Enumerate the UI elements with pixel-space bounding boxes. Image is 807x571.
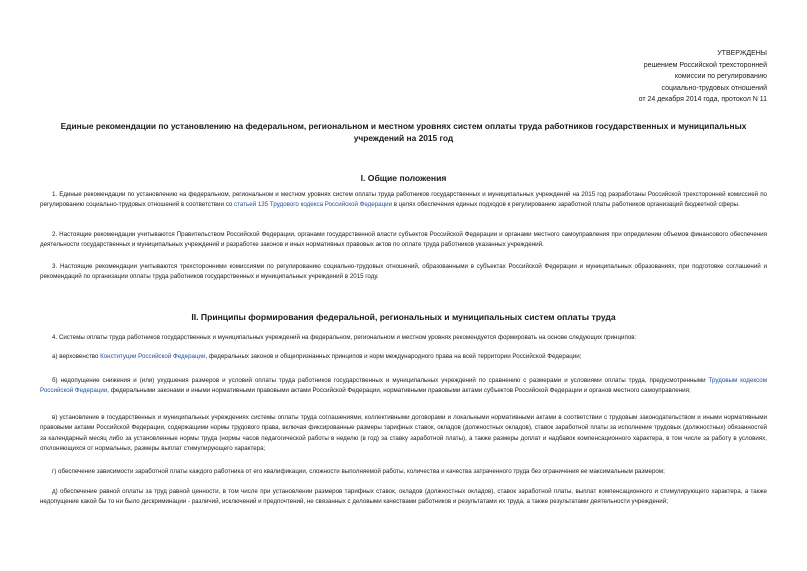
paragraph-2: 2. Настоящие рекомендации учитываются Правительством Российской Федерации, органами государственной власти субъектов Российской Федерации и органами местного самоуправления при определении объемов финансового обеспечения деятельности государственных и муниципальных учреждений и разработке законов и иных нормативных правовых актов по оплате труда работников указанных учреждений.: [40, 231, 767, 249]
article-135-link[interactable]: статьей 135 Трудового кодекса Российской Федерации: [234, 201, 393, 209]
section-2-heading: II. Принципы формирования федеральной, региональных и муниципальных систем оплаты труда: [191, 312, 616, 322]
paragraph-b: [40, 376, 767, 397]
paragraph-3: 3. Настоящие рекомендации учитываются трехсторонними комиссиями по регулированию социально-трудовых отношений, образованными в субъектах Российской Федерации и муниципальных образованиях, при подготовке соглашений и рекомендаций по организации оплаты труда работников государственных и муниципальных учреждений в 2015 году.: [40, 263, 767, 281]
document-title: Единые рекомендации по установлению на федеральном, региональном и местном уровнях систем оплаты труда работников государственных и муниципальных учреждений на 2015 год: [60, 121, 747, 143]
paragraph-text: а) верховенство: [52, 353, 101, 360]
paragraph-v: в) установление в государственных и муниципальных учреждениях системы оплаты труда соглашениями, коллективными договорами и локальными нормативными актами в соответствии с трудовым законодательством и иными нормативными правовыми актами Российской Федерации, содержащими нормы трудового права, включая фиксированные размеры тарифных ставок, окладов (должностных окладов), ставок заработной платы за исполнение трудовых (должностных) обязанностей за календарный месяц либо за установленные нормы труда (нормы часов педагогической работы в неделю (в год) за ставку заработной платы), а также размеры доплат и надбавок компенсационного характера, в том числе за работу в условиях, отклоняющихся от нормальных, размеры выплат стимулирующего характера;: [40, 414, 767, 453]
approval-block: [567, 48, 767, 106]
paragraph-d: д) обеспечение равной оплаты за труд равной ценности, в том числе при установлении размеров тарифных ставок, окладов (должностных окладов), ставок заработной платы, выплат компенсационного и стимулирующего характера, а также недопущение какой бы то ни было дискриминации - различий, исключений и предпочтений, не связанных с деловыми качествами работников и результатами их труда, а также результатами деятельности учреждений;: [40, 488, 767, 506]
paragraph-text: б) недопущение снижения и (или) ухудшения размеров и условий оплаты труда работников государственных и муниципальных учреждений по сравнению с размерами и условиями оплаты труда, предусмотренными: [52, 377, 709, 384]
paragraph-text: , федеральными законами и иными нормативными правовыми актами Российской Федерации, нормативными правовыми актами субъектов Российской Федерации и органов местного самоуправления;: [107, 387, 691, 395]
section-1-heading: I. Общие положения: [360, 173, 447, 183]
paragraph-text: в целях обеспечения единых подходов к регулированию заработной платы работников организаций бюджетной сферы.: [392, 201, 740, 209]
paragraph-a: [40, 352, 767, 362]
labor-code-link[interactable]: Трудовым кодексом Российской Федерации: [40, 377, 767, 395]
paragraph-1: [40, 190, 767, 211]
constitution-link[interactable]: Конституции Российской Федерации: [100, 353, 206, 360]
approval-line: социально-трудовых отношений: [661, 84, 767, 92]
approval-line: УТВЕРЖДЕНЫ: [717, 50, 767, 57]
paragraph-text: 1. Единые рекомендации по установлению на федеральном, региональном и местном уровнях систем оплаты труда работников государственных и муниципальных учреждений на 2015 год разработаны Российской трехсторонней комиссией по регулированию социально-трудовых отношений в соответствии со: [40, 191, 767, 209]
approval-line: решением Российской трехсторонней: [643, 61, 767, 69]
paragraph-text: , федеральных законов и общепризнанных принципов и норм международного права на всей территории Российской Федерации;: [205, 353, 582, 360]
approval-line: комиссии по регулированию: [674, 73, 767, 80]
approval-line: от 24 декабря 2014 года, протокол N 11: [638, 96, 767, 103]
paragraph-g: г) обеспечение зависимости заработной платы каждого работника от его квалификации, сложности выполняемой работы, количества и качества затраченного труда без ограничения ее максимальным размером;: [52, 468, 665, 475]
paragraph-4: 4. Системы оплаты труда работников государственных и муниципальных учреждений на федеральном, региональном и местном уровнях рекомендуется формировать на основе следующих принципов:: [52, 334, 637, 341]
